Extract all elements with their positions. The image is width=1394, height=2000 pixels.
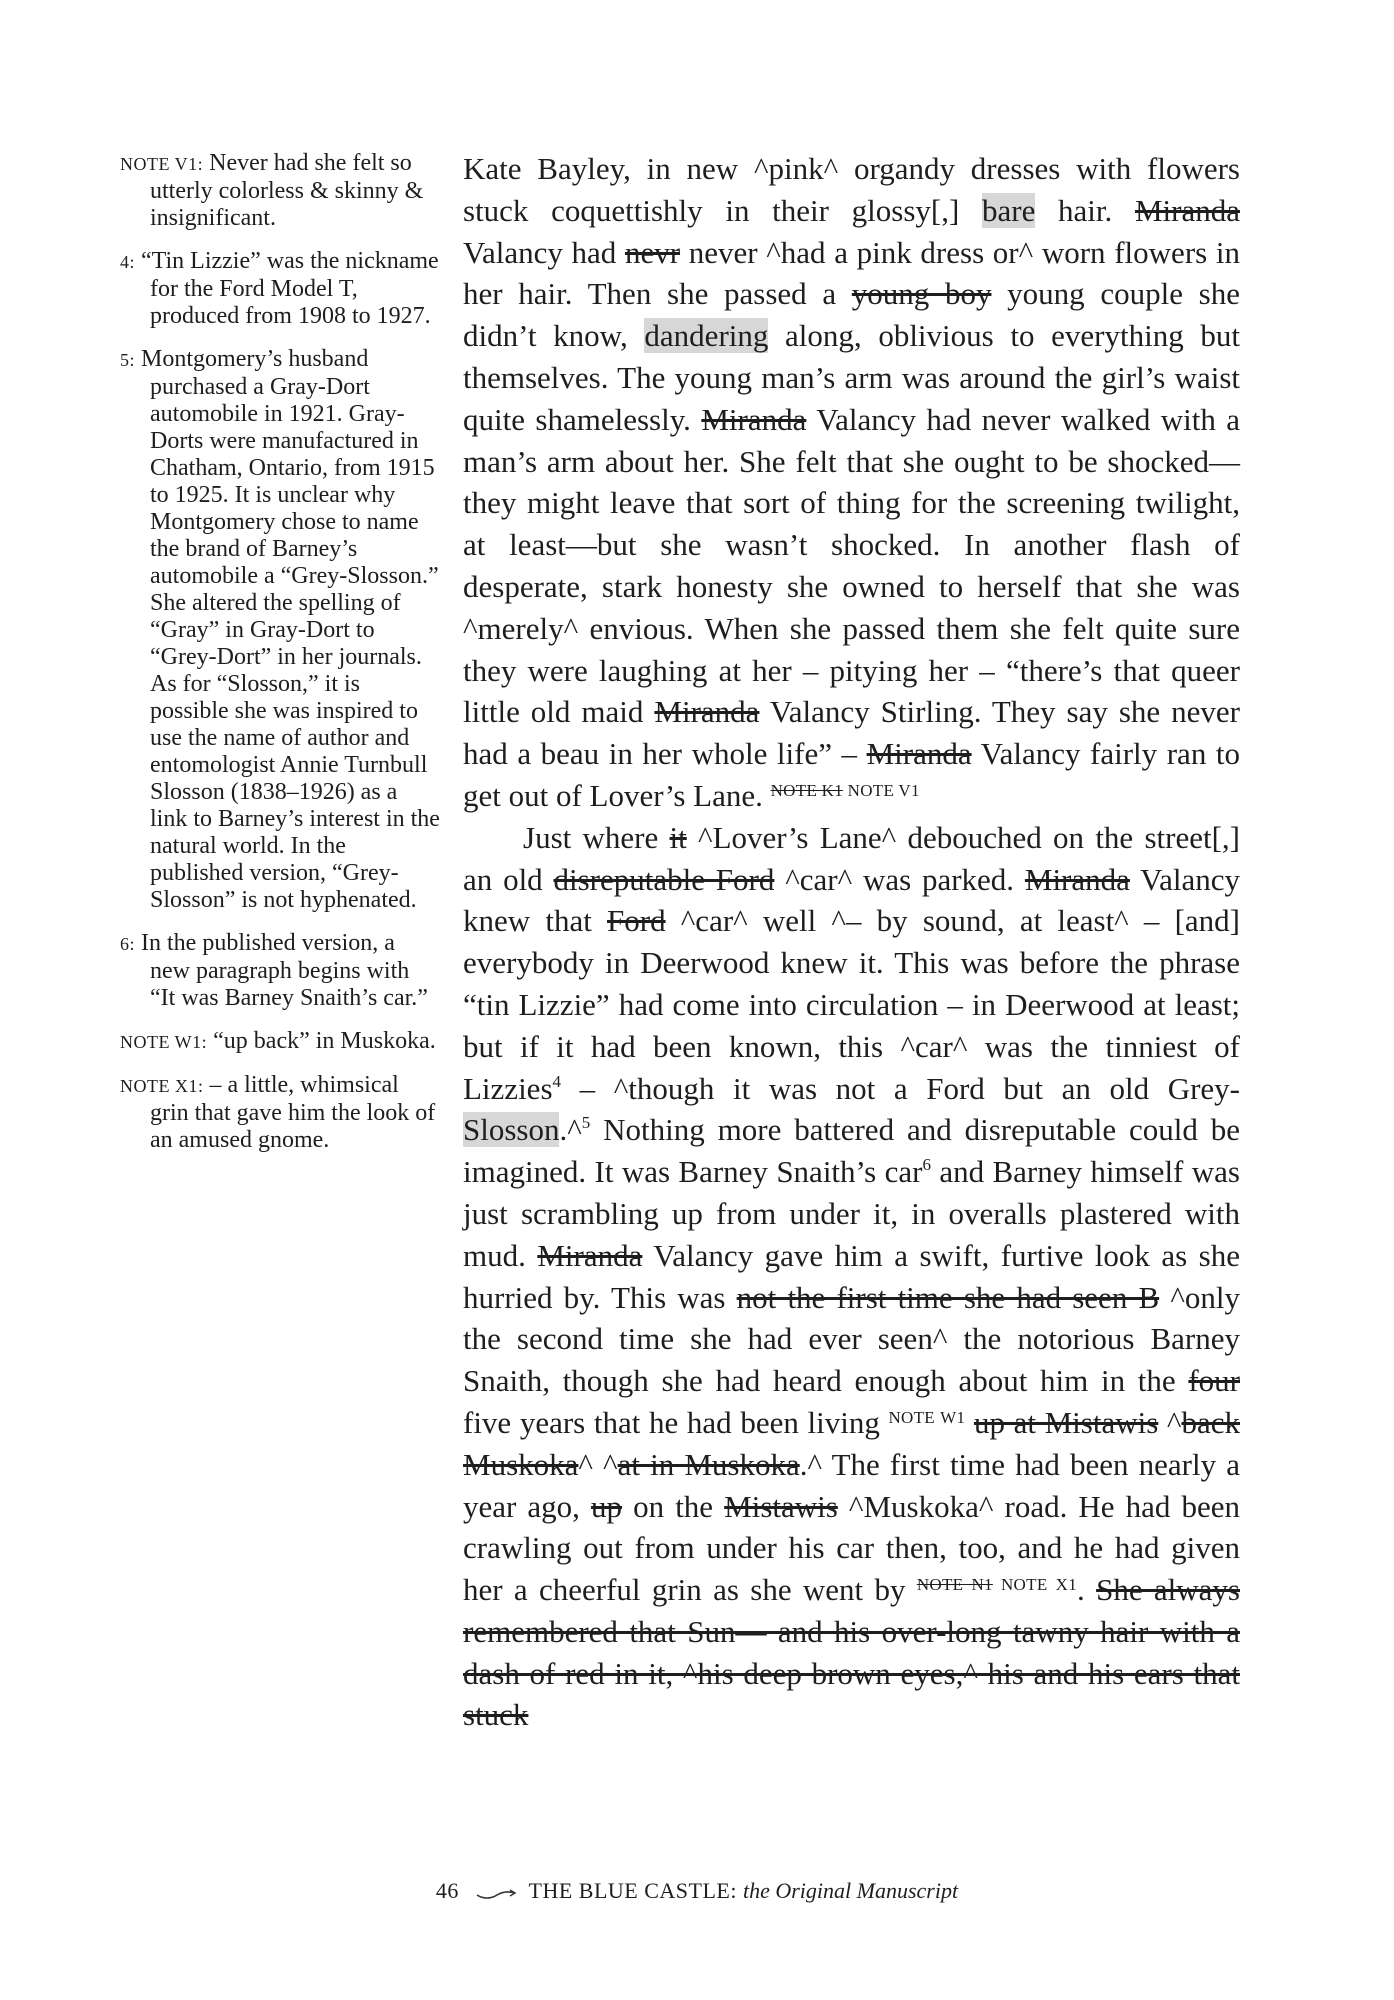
text-run: . xyxy=(1077,1572,1097,1608)
text-run: Nothing more battered and disreputable could be imagined. It was Barney Snaith’s car xyxy=(463,1112,1240,1190)
swash-ornament-icon xyxy=(475,1886,517,1900)
manuscript-text xyxy=(463,148,1240,1736)
note-tag: NOTE X1: xyxy=(120,1076,204,1096)
text-run: Kate Bayley, in new ^pink^ organdy dresses with flowers stuck coquettishly in their glossy[,] xyxy=(463,151,1240,228)
text-run: ^car^ well ^– by sound, at least^ – [and] everybody in Deerwood knew it. This was before the phrase “tin Lizzie” had come into circulation – in Deerwood at least; but if it had been known, this ^car^ was the tinniest of Lizzies xyxy=(463,903,1240,1106)
struck-text: Miranda xyxy=(654,694,760,730)
note-text: “up back” in Muskoka. xyxy=(207,1028,436,1054)
struck-text: nevr xyxy=(624,234,681,270)
text-run: ^ xyxy=(1158,1404,1182,1440)
highlighted-word: dandering xyxy=(644,318,769,354)
struck-text: Miranda xyxy=(701,401,807,437)
note-text: Montgomery’s husband purchased a Gray-Dort automobile in 1921. Gray-Dorts were manufactured in Chatham, Ontario, from 1915 to 1925. It is unclear why Montgomery chose to name the brand of Barney’s automobile a “Grey-Slosson.” She altered the spelling of “Gray” in Gray-Dort to “Grey-Dort” in her journals. As for “Slosson,” it is possible she was inspired to use the name of author and entomologist Annie Turnbull Slosson (1838–1926) as a link to Barney’s interest in the natural world. In the published version, “Grey-Slosson” is not hyphenated. xyxy=(135,346,440,913)
page-number: 46 xyxy=(435,1878,459,1903)
text-run: Just where xyxy=(523,819,670,855)
struck-text: Miranda xyxy=(1134,192,1240,228)
struck-text: not the first time she had seen B xyxy=(736,1279,1160,1315)
footnote-number: 5 xyxy=(581,1113,591,1133)
note-text: – a little, whimsical grin that gave him the look of an amused gnome. xyxy=(150,1072,436,1153)
paragraph-1 xyxy=(463,148,1240,817)
margin-note xyxy=(120,1072,440,1154)
struck-text: young boy xyxy=(851,276,992,312)
struck-text: at in Muskoka xyxy=(617,1446,800,1482)
text-run: Valancy had never walked with a man’s arm about her. She felt that she ought to be shocked—they might leave that sort of thing for the screening twilight, at least—but she wasn’t shocked. In another flash of desperate, stark honesty she owned to herself that she was ^merely^ envious. When she passed them she felt quite sure they were laughing at her – pitying her – “there’s that queer little old maid xyxy=(463,401,1240,730)
text-run: never ^had a pink dress or^ worn flowers in her hair. Then she passed a xyxy=(463,234,1240,312)
note-text: In the published version, a new paragraph begins with “It was Barney Snaith’s car.” xyxy=(135,930,428,1011)
note-tag: 5: xyxy=(120,350,136,370)
note-marker: NOTE X1 xyxy=(992,1575,1078,1595)
struck-text: Miranda xyxy=(1024,861,1130,897)
struck-text: Miranda xyxy=(537,1237,643,1273)
highlighted-word: bare xyxy=(982,192,1036,228)
text-run: young couple she didn’t know, xyxy=(463,276,1240,354)
note-tag: 6: xyxy=(120,934,136,954)
note-tag: NOTE W1: xyxy=(120,1032,208,1052)
struck-text: Mistawis xyxy=(724,1488,838,1524)
text-run: Valancy knew that xyxy=(463,861,1240,939)
struck-text: up at Mistawis xyxy=(973,1404,1159,1440)
book-subtitle: the Original Manuscript xyxy=(742,1878,959,1903)
footnote-number: 6 xyxy=(922,1155,931,1175)
text-run: Valancy gave him a swift, furtive look as she hurried by. This was xyxy=(463,1237,1240,1315)
note-tag: 4: xyxy=(120,252,136,272)
note-marker: NOTE W1 xyxy=(888,1407,966,1427)
margin-note xyxy=(120,1028,440,1056)
text-run: Valancy had xyxy=(463,234,625,270)
text-run: ^only the second time she had ever seen^ the notorious Barney Snaith, though she had heard enough about him in the xyxy=(463,1279,1240,1399)
text-run: and Barney himself was just scrambling up from under it, in overalls plastered with mud. xyxy=(463,1154,1240,1273)
struck-text: back Muskoka xyxy=(463,1404,1241,1482)
margin-note xyxy=(120,930,440,1012)
note-tag: NOTE V1: xyxy=(120,154,204,174)
footnote-number: 4 xyxy=(552,1071,562,1091)
page-footer xyxy=(0,1878,1394,1904)
struck-text: Miranda xyxy=(866,736,972,772)
struck-text: up xyxy=(591,1488,623,1524)
margin-notes xyxy=(120,150,440,1170)
struck-note-marker: NOTE K1 xyxy=(770,780,844,800)
text-run: Valancy fairly ran to get out of Lover’s Lane. xyxy=(463,736,1240,813)
struck-note-marker: NOTE N1 xyxy=(916,1575,993,1595)
text-run: – ^though it was not a Ford but an old Grey- xyxy=(561,1070,1240,1106)
struck-text: Ford xyxy=(607,903,666,939)
margin-note xyxy=(120,346,440,914)
text-run xyxy=(965,1405,974,1440)
struck-text: disreputable Ford xyxy=(553,861,775,897)
text-run: ^car^ was parked. xyxy=(774,861,1025,897)
note-text: Never had she felt so utterly colorless & skinny & insignificant. xyxy=(150,150,424,231)
text-run: hair. xyxy=(1035,192,1135,228)
struck-text: it xyxy=(669,819,687,855)
paragraph-2 xyxy=(463,817,1240,1737)
text-run: ^Lover’s Lane^ debouched on the street[,] an old xyxy=(463,819,1240,897)
highlighted-word: Slosson xyxy=(463,1112,560,1148)
text-run: .^ xyxy=(559,1112,582,1148)
text-run: ^ ^ xyxy=(578,1446,618,1482)
text-run: Valancy Stirling. They say she never had a beau in her whole life” – xyxy=(463,694,1241,772)
note-marker: NOTE V1 xyxy=(843,780,920,800)
margin-note xyxy=(120,150,440,232)
note-text: “Tin Lizzie” was the nickname for the Ford Model T, produced from 1908 to 1927. xyxy=(135,248,439,329)
text-run: along, oblivious to everything but themselves. The young man’s arm was around the girl’s waist quite shamelessly. xyxy=(463,318,1240,437)
text-run: five years that he had been living xyxy=(463,1404,889,1440)
struck-text: She always remembered that Sun— and his over-long tawny hair with a dash of red in it, ^his deep brown eyes,^ his and his ears that stuck xyxy=(463,1572,1241,1733)
margin-note xyxy=(120,248,440,330)
text-run: ^Muskoka^ road. He had been crawling out from under his car then, too, and he had given her a cheerful grin as she went by xyxy=(463,1488,1240,1608)
book-title: THE BLUE CASTLE: xyxy=(528,1878,737,1903)
text-run: on the xyxy=(622,1488,725,1524)
text-run: .^ The first time had been nearly a year ago, xyxy=(463,1446,1240,1524)
struck-text: four xyxy=(1188,1363,1240,1399)
